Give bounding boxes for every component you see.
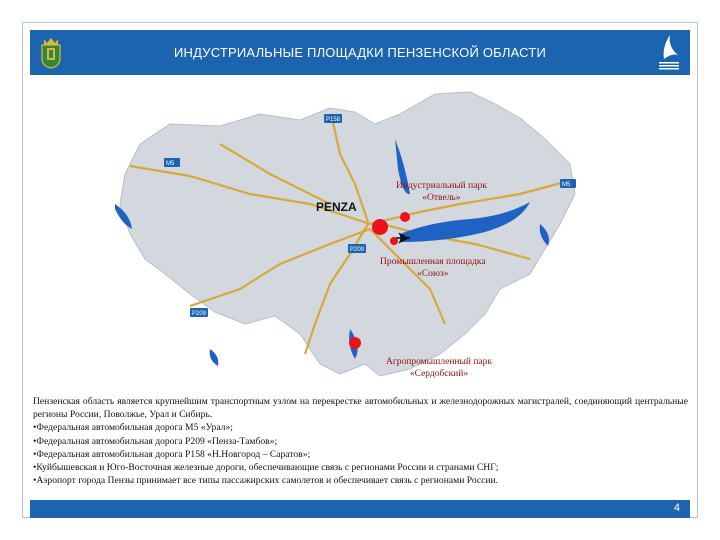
- description-text: [33, 395, 688, 487]
- marker-penza: [372, 219, 388, 235]
- site-label-soyuz-line2: «Союз»: [417, 269, 449, 279]
- site-label-otvel-line2: «Отвель»: [422, 193, 461, 203]
- list-item: •Аэропорт города Пензы принимает все типы пассажирских самолетов и обеспечивает связь с регионами России.: [33, 475, 499, 487]
- road-label-m5-west: M5: [166, 161, 175, 167]
- region-outline: [120, 92, 575, 376]
- site-label-otvel: [396, 180, 487, 204]
- city-label-penza: PENZA: [316, 200, 357, 214]
- list-item: •Куйбышевская и Юго-Восточная железные дороги, обеспечивающие связь с регионами России и странами СНГ;: [33, 462, 499, 474]
- marker-serdobsk: [349, 337, 361, 349]
- road-label-p209-west: P209: [192, 311, 207, 317]
- road-label-p209-center: P209: [350, 247, 365, 253]
- site-label-soyuz: [380, 256, 486, 280]
- list-item: •Федеральная автомобильная дорога Р209 «Пенза-Тамбов»;: [33, 435, 278, 447]
- site-label-serdobsk-line1: Агропромышленный парк: [386, 357, 493, 367]
- footer-bar: [30, 500, 690, 518]
- coat-of-arms-icon: [38, 35, 64, 69]
- description-intro: Пензенская область является крупнейшим транспортным узлом на перекрестке автомобильных и железнодорожных магистралей, соединяющий центральные регионы России, Поволжье, Урал и Сибирь.: [33, 396, 688, 421]
- site-label-soyuz-line1: Промышленная площадка: [380, 257, 486, 267]
- road-label-m5-east: M5: [562, 182, 571, 188]
- region-map: [100, 84, 600, 396]
- page-title: ИНДУСТРИАЛЬНЫЕ ПЛОЩАДКИ ПЕНЗЕНСКОЙ ОБЛАСТИ: [173, 45, 547, 60]
- marker-otvel: [400, 212, 410, 222]
- header-bar: [30, 30, 690, 75]
- company-logo-icon: [654, 33, 684, 72]
- list-item: •Федеральная автомобильная дорога М5 «Урал»;: [33, 422, 233, 434]
- page-number: 4: [673, 502, 680, 514]
- site-label-otvel-line1: Индустриальный парк: [396, 181, 487, 191]
- site-label-serdobsk-line2: «Сердобский»: [409, 369, 469, 379]
- site-label-serdobsk: [386, 356, 492, 380]
- list-item: •Федеральная автомобильная дорога Р158 «Н.Новгород – Саратов»;: [33, 448, 311, 460]
- road-label-p158: P158: [326, 117, 341, 123]
